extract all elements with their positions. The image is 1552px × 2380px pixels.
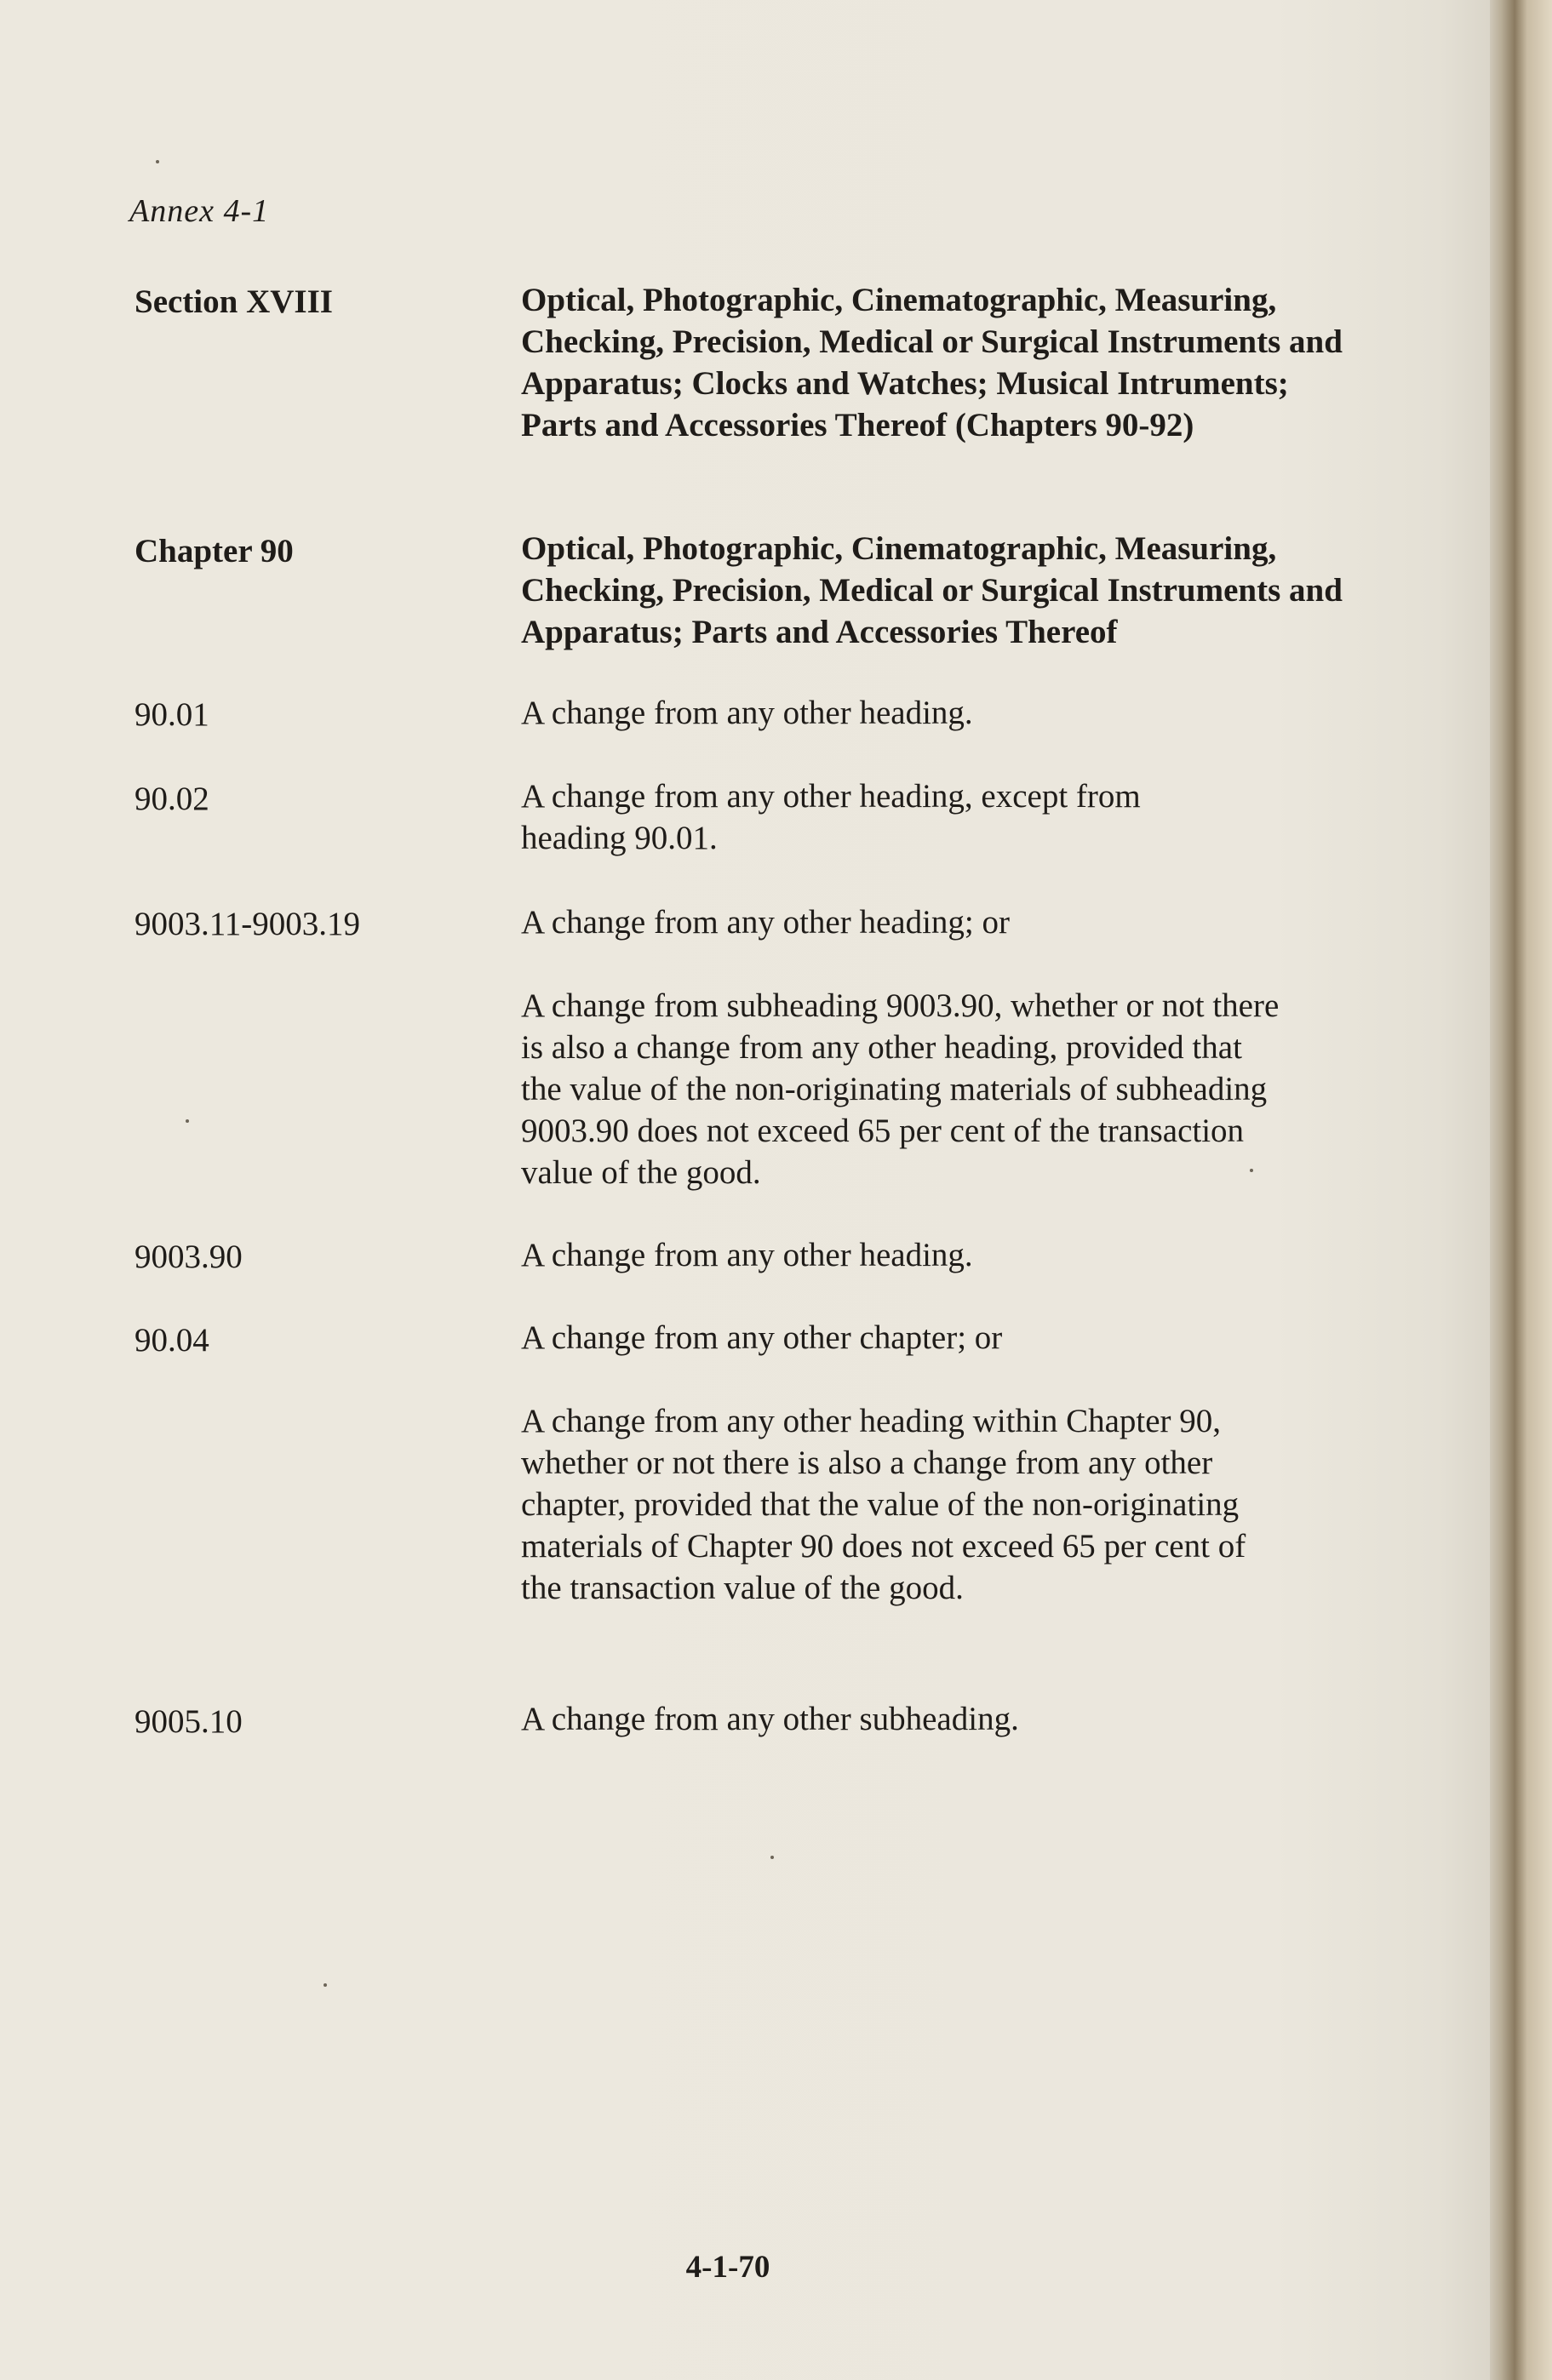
rule-text: A change from any other heading. (521, 695, 973, 731)
running-head: Annex 4-1 (129, 193, 270, 229)
page-number: 4-1-70 (685, 2250, 770, 2285)
rule-text: A change from any other subheading. (521, 1701, 1019, 1737)
rule-code: 90.04 (135, 1322, 209, 1359)
rule-text: A change from any other heading. (521, 1237, 973, 1273)
chapter-title: Optical, Photographic, Cinematographic, Measuring, Checking, Precision, Medical or Surgical Instruments and Apparatus; Parts and Accessories Thereof (521, 530, 1343, 650)
rule-text: A change from any other heading, except from heading 90.01. (521, 778, 1141, 856)
rule-text: A change from any other heading within Chapter 90, whether or not there is also a change from any other chapter, provided that the value of the non-originating materials of Chapter 90 does not exceed 65 per cent of the transaction value of the good. (521, 1403, 1246, 1606)
rule-code: 9003.11-9003.19 (135, 906, 361, 942)
rule-code: 90.01 (135, 696, 209, 733)
book-gutter (1490, 0, 1552, 2380)
paper-speck (186, 1119, 189, 1123)
paper-speck (324, 1983, 327, 1987)
rule-text: A change from any other chapter; or (521, 1319, 1003, 1356)
chapter-label: Chapter 90 (135, 533, 294, 569)
paper-speck (156, 160, 159, 163)
rule-text: A change from subheading 9003.90, whether or not there is also a change from any other heading, provided that the value of the non-originating materials of subheading 9003.90 does not exceed 65 per cent of the transaction value of the good. (521, 987, 1280, 1191)
section-label: Section XVIII (135, 283, 333, 320)
section-title: Optical, Photographic, Cinematographic, Measuring, Checking, Precision, Medical or Surgical Instruments and Apparatus; Clocks and Watches; Musical Intruments; Parts and Accessories Thereof (Chapters 90-92) (521, 282, 1343, 443)
paper-speck (1250, 1169, 1253, 1172)
rule-code: 9005.10 (135, 1703, 243, 1740)
paper-speck (770, 1856, 774, 1859)
rule-code: 90.02 (135, 781, 209, 817)
show-through-bleed (732, 247, 740, 283)
rule-text: A change from any other heading; or (521, 904, 1010, 941)
rule-code: 9003.90 (135, 1239, 243, 1275)
